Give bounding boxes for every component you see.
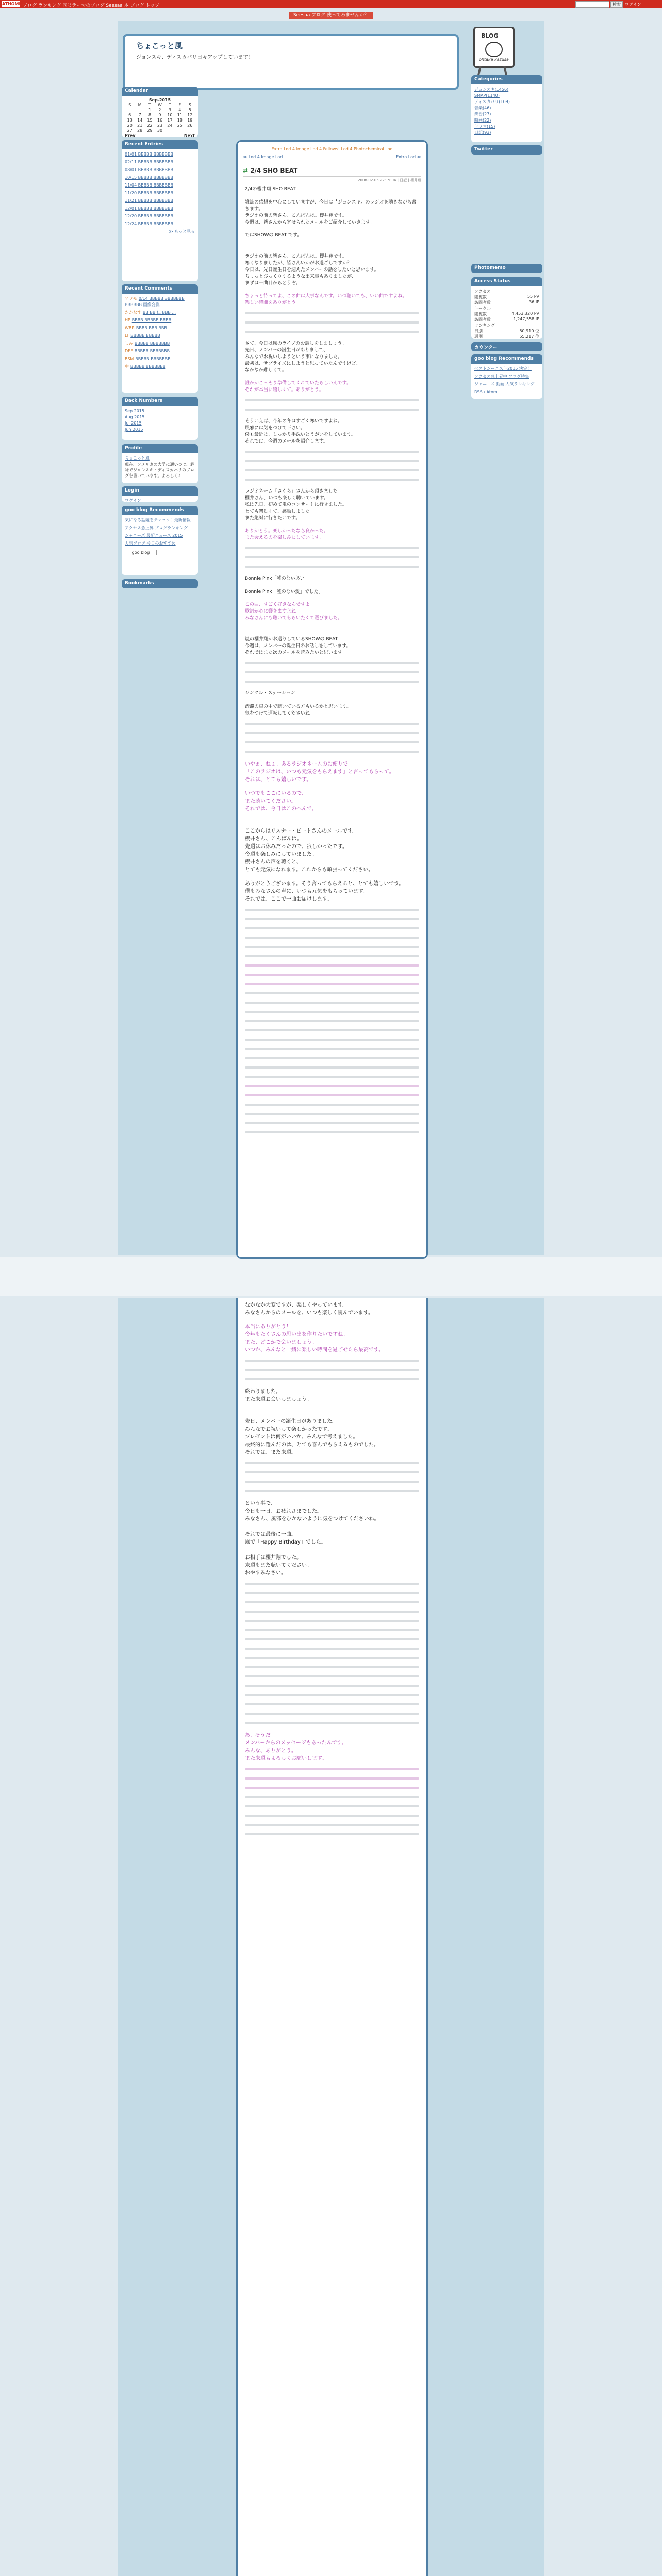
calendar-month: Sep.2015 — [148, 98, 171, 103]
photomemo-box — [471, 264, 542, 273]
back-numbers-heading: Back Numbers — [122, 397, 198, 406]
comment-author: BSM — [125, 357, 134, 361]
goo-recommend-right-link[interactable]: ジャニーズ 動画 人気ランキング — [474, 382, 535, 386]
back-number-link[interactable]: Aug 2015 — [125, 415, 145, 419]
article-paragraph: Bonnie Pink「嘘のないあい」 Bonnie Pink「嘘のない愛」でした。 — [245, 576, 323, 595]
recent-entry-link[interactable]: 12/01 BBBBB BBBBBBB — [125, 206, 173, 211]
goo-recommend-right-link[interactable]: ベストジーニスト2015 決定！ — [474, 366, 532, 371]
category-link[interactable]: ディスカバリ(109) — [474, 99, 510, 104]
article-paragraph: 2/4の櫻井翔 SHO BEAT 雑誌の感想を中心にしていますが、今日は〝ジョンスキ〟のラジオを聴きながら書きます。 ラジオの前の皆さん、こんばんは。櫻井翔です。 今週は、皆さんから寄せられたメールをご紹介していきます。 — [245, 187, 417, 225]
sign-title: BLOG — [481, 32, 499, 39]
recent-comment — [125, 348, 195, 354]
recent-comment — [125, 317, 195, 324]
article-title: ⇄ 2/4 SHO BEAT — [243, 167, 421, 177]
access-stat-label: 訪問者数 — [474, 300, 491, 305]
access-stat-label: トータル — [474, 306, 491, 311]
goo-recommend-link[interactable]: 人気ブログ 今日のおすすめ — [125, 541, 176, 546]
calendar-box — [122, 87, 198, 137]
article-paragraph: ではSHOWの BEAT です。 — [245, 233, 302, 238]
recent-comment — [125, 341, 195, 347]
access-stat-label: 閲覧数 — [474, 312, 487, 316]
article-paragraph-large: 先日、メンバーの誕生日がありました。 みんなでお祝いして楽しかったです。 プレゼントは何がいいか、みんなで考えました。 最終的に選んだのは、とても喜んでもらえるものでした。 それでは、また来週。 — [245, 1419, 379, 1455]
counter-heading: カウンター — [471, 342, 542, 351]
article-top-nav[interactable]: Extra Lod 4 Image Lod 4 Fellows! Lod 4 Photochemical Lod — [271, 147, 393, 151]
twitter-heading: Twitter — [471, 145, 542, 155]
access-stat-label: 閲覧数 — [474, 295, 487, 299]
access-stat-row — [474, 323, 539, 328]
goo-recommends-right-box — [471, 354, 542, 399]
comment-entry-link[interactable]: BB BB 仁 BBB ... — [142, 310, 176, 315]
comment-author: しみ — [125, 341, 133, 346]
article-paragraph-large: ここからはリスナー・ピートさんのメールです。 櫻井さん、こんばんは。 先週はお休みだったので、寂しかったです。 今週も楽しみにしていました。 櫻井さんの声を聴くと、 とても元気になれます。これからも頑張ってください。 — [245, 828, 374, 873]
goo-recommends-box — [122, 506, 198, 575]
article-paragraph-large: なかなか大変ですが、楽しくやっています。 みなさんからのメールを、いつも楽しく読んでいます。 — [245, 1302, 373, 1316]
comment-author: WBR — [125, 326, 135, 330]
access-status-heading: Access Status — [471, 277, 542, 286]
comment-entry-link[interactable]: BBBBB BBBBB — [130, 333, 160, 338]
category-link[interactable]: SMAP(1140) — [474, 93, 500, 98]
calendar-next-link[interactable]: Next — [184, 133, 195, 137]
rss-link[interactable]: RSS / Atom — [474, 389, 498, 394]
blog-title[interactable]: ちょこっと風 — [136, 41, 183, 50]
article-date: 2008-02-05 22:19:04 | 日記 | 櫻井翔 — [358, 178, 421, 182]
goo-recommend-link[interactable]: ジャニーズ 最新ニュース 2015 — [125, 533, 183, 538]
recent-entries-heading: Recent Entries — [122, 140, 198, 149]
back-number-link[interactable]: Sep 2015 — [125, 409, 144, 413]
access-stat-value: 50,910 位 — [519, 329, 539, 333]
article-highlight: この曲、すごく好きなんですよ。 歌詞が心に響きますよね。 みなさんにも聴いてもらいたくて選びました。 — [245, 602, 343, 621]
login-box — [122, 486, 198, 502]
comment-entry-link[interactable]: BBBBB BBBBBBB — [134, 349, 170, 353]
profile-heading: Profile — [122, 444, 198, 453]
recent-entry-link[interactable]: 11/21 BBBBB BBBBBBB — [125, 198, 173, 203]
access-status-box — [471, 277, 542, 339]
page-gap — [0, 1257, 662, 1296]
calendar-prev-link[interactable]: Prev — [125, 133, 136, 137]
promo-link[interactable]: Seesaa ブログ 使ってみませんか？ — [289, 12, 373, 19]
recent-entry-link[interactable]: 01/01 BBBBB BBBBBBB — [125, 152, 173, 157]
access-stat-row — [474, 289, 539, 294]
categories-box — [471, 75, 542, 142]
category-link[interactable]: ジョンスキ(1456) — [474, 87, 509, 92]
site-logo[interactable]: ATHOME — [2, 2, 22, 6]
goo-recommend-link[interactable]: アクセス急上昇 ブログランキング — [125, 526, 188, 530]
goo-recommend-right-link[interactable]: アクセス急上昇中 ブログ特集 — [474, 374, 529, 379]
article-paragraph-large: という事で、 今日も一日、お疲れさまでした。 みなさん、風邪をひかないように気をつけてくださいね。 それでは最後に一曲。 嵐で「Happy Birthday」でした。 お相手は櫻井翔でした。 来週もまた聴いてください。 おやすみなさい。 — [245, 1501, 379, 1576]
recent-entry-link[interactable]: 02/11 BBBBB BBBBBBB — [125, 160, 173, 164]
promo-banner — [0, 11, 662, 19]
login-link[interactable]: ログイン — [625, 2, 641, 7]
comment-entry-link[interactable]: BBBBB BBBBBBB — [135, 357, 171, 361]
article-paragraph: 嵐の櫻井翔がお送りしているSHOWの BEAT. 今週は、メンバーの誕生日のお話しをしています。 それではまた次のメールを読みたいと思います。 — [245, 637, 351, 655]
back-numbers-box — [122, 397, 198, 440]
access-stat-value: 36 IP — [529, 300, 539, 304]
calendar-heading: Calendar — [122, 87, 198, 96]
recent-entry-link[interactable]: 11/20 BBBBB BBBBBBB — [125, 191, 173, 195]
profile-box — [122, 444, 198, 483]
recent-comment — [125, 333, 195, 339]
recent-entries-box — [122, 140, 198, 281]
access-stat-label: ランキング — [474, 323, 495, 328]
search-input[interactable] — [575, 1, 609, 8]
login-link-side[interactable]: ログイン — [125, 498, 141, 502]
recent-entries-list — [122, 149, 198, 236]
blog-subtitle: ジョンスキ、ディスカバリ日々アップしています！ — [136, 55, 254, 60]
blog-header — [123, 34, 459, 90]
access-stat-row — [474, 311, 539, 317]
article-highlight: ありがとう。楽しかったなら良かった。 また会えるのを楽しみにしています。 — [245, 529, 329, 540]
recent-comment — [125, 356, 195, 362]
sign-board — [473, 27, 515, 68]
article-highlight-large: いつでもここにいるので、 また聴いてください。 それでは、今日はこのへんで。 — [245, 791, 317, 812]
top-toolbar — [0, 0, 662, 8]
recent-entry-link[interactable]: 12/20 BBBBB BBBBBBB — [125, 214, 173, 218]
access-stat-value: 1,247,558 IP — [513, 317, 539, 321]
article-highlight: 誰かがこっそり準備してくれていたらしいんです。 それが本当に嬉しくて。ありがとう。 — [245, 381, 352, 393]
recent-entry-link[interactable]: 12/24 BBBBB BBBBBBB — [125, 222, 173, 226]
category-link[interactable]: 音楽(46) — [474, 106, 491, 110]
goo-recommend-link[interactable]: 気になる話題をチェック！最新情報 — [125, 518, 191, 522]
categories-heading: Categories — [471, 75, 542, 84]
recent-comment — [125, 296, 195, 308]
comment-entry-link[interactable]: BBBB BBBBB BBBB — [131, 318, 172, 323]
access-stat-label: 訪問者数 — [474, 317, 491, 322]
recent-comment — [125, 364, 195, 370]
recent-comments-heading: Recent Comments — [122, 284, 198, 294]
login-heading: Login — [122, 486, 198, 496]
categories-list — [471, 84, 542, 138]
face-icon — [485, 42, 503, 57]
article-paragraph: ジングル・ステーション 渋滞の車の中で聴いている方もいるかと思います。 気をつけて運転してくださいね。 — [245, 691, 352, 716]
back-number-link[interactable]: Jun 2015 — [125, 427, 143, 432]
goo-recommends-heading: goo blog Recommends — [122, 506, 198, 515]
article-card-continued — [236, 1298, 428, 2576]
back-number-link[interactable]: Jul 2015 — [125, 421, 142, 426]
article-highlight-large: いやぁ、ねぇ。あるラジオネームのお便りで 「このラジオは、いつも元気をもらえます」と言ってもらって。 それは、とても嬉しいです。 — [245, 761, 394, 783]
article-paragraph: そういえば、今年の冬はすごく寒いですよね。 風邪には気をつけて下さい。 僕も最近は、しっかり手洗いとうがいをしています。 それでは、今週のメールを紹介します。 — [245, 419, 356, 444]
recent-comment — [125, 310, 195, 316]
recent-comments-box — [122, 284, 198, 393]
search-button[interactable]: 検索 — [610, 1, 623, 8]
article-paragraph: ラジオネーム「さくら」さんから頂きました。 櫻井さん、いつも楽しく聴いています。 私は先日、初めて嵐のコンサートに行きました。 とても楽しくて、感動しました。 また絶対に行きたいです。 — [245, 489, 347, 521]
category-link[interactable]: ドラマ(15) — [474, 124, 495, 129]
article-highlight-large: 本当にありがとう！ 今年もたくさんの思い出を作りたいですね。 また、どこかで会いましょう。 いつか、みんなと一緒に楽しい時間を過ごせたら最高です。 — [245, 1324, 384, 1353]
profile-name[interactable]: ちょこっと風 — [125, 456, 150, 461]
article-paragraph-large: ありがとうございます。そう言ってもらえると、とても嬉しいです。 僕もみなさんの声に、いつも元気をもらっています。 それでは、ここで一曲お届けします。 — [245, 881, 404, 902]
comment-author: アラモ — [125, 296, 137, 301]
access-stat-row — [474, 328, 539, 334]
photomemo-heading: Photomemo — [471, 264, 542, 273]
goo-recommends-list — [122, 515, 198, 557]
goo-recommends-right-heading: goo blog Recommends — [471, 354, 542, 364]
access-stat-label: 週別 — [474, 334, 483, 339]
access-stat-row — [474, 300, 539, 306]
comment-author: LT — [125, 333, 129, 338]
goo-recommends-right-list — [471, 364, 542, 397]
more-entries-link[interactable]: ≫ もっと見る — [169, 229, 195, 234]
sign-tagline: ohtaka kazusa — [479, 57, 509, 62]
article-paragraph: さて、今日は嵐のライブのお話しをしましょう。 先日、メンバーの誕生日がありまして、 みんなでお祝いしようという事になりました。 最初は、サプライズにしようと思っていたんですけど、 なかなか難しくて。 — [245, 341, 361, 373]
article-paragraph-large: 終わりました。 また来週お会いしましょう。 — [245, 1389, 312, 1402]
article-highlight-large: あ、そうだ。 メンバーからのメッセージもあったんです。 みんな、ありがとう。 また来週もよろしくお願いします。 — [245, 1733, 347, 1761]
bookmarks-heading: Bookmarks — [122, 579, 198, 588]
recent-comments-list — [122, 294, 198, 374]
comment-author: たかなす — [125, 310, 141, 315]
access-stat-row — [474, 294, 539, 300]
goo-blog-badge[interactable]: goo blog — [125, 550, 157, 555]
article-card — [236, 140, 428, 1259]
bookmarks-box — [122, 579, 198, 588]
twitter-box — [471, 145, 542, 155]
recent-entry-link[interactable]: 10/15 BBBBB BBBBBBB — [125, 175, 173, 180]
recent-entry-link[interactable]: 08/01 BBBBB BBBBBBB — [125, 167, 173, 172]
comment-entry-link[interactable]: 0/14 BBBBB BBBBBBB BBBBBB 画像変換 — [125, 296, 185, 307]
calendar-grid: S M T W T F S 1 2 3 4 5 6 7 8 9 10 11 12 13 14 15 16 17 18 19 20 21 22 23 24 25 26 27 28 29 30 — [127, 103, 193, 133]
recent-comment — [125, 325, 195, 331]
category-link[interactable]: 映画(22) — [474, 118, 491, 123]
category-link[interactable]: 舞台(27) — [474, 112, 491, 116]
recent-entry-link[interactable]: 11/04 BBBBB BBBBBBB — [125, 183, 173, 188]
category-link[interactable]: 日記(93) — [474, 130, 491, 135]
comment-author: HP — [125, 318, 130, 323]
access-status-list — [471, 286, 542, 339]
prev-article-link[interactable]: ≪ Lod 4 Image Lod — [243, 155, 283, 159]
comment-author: DEF — [125, 349, 133, 353]
access-stat-label: アクセス — [474, 289, 491, 294]
access-stat-row — [474, 317, 539, 323]
comment-entry-link[interactable]: BBBBB BBBBBBB — [134, 341, 170, 346]
access-stat-label: 日別 — [474, 329, 483, 333]
back-numbers-list — [122, 406, 198, 435]
access-stat-value: 55,217 位 — [519, 334, 539, 339]
comment-author: 中 — [125, 364, 129, 369]
access-stat-row — [474, 306, 539, 311]
article-highlight: ちょっと待ってよ、この曲は大事なんです。いつ聴いても、いい曲ですよね。 楽しい時間をありがとう。 — [245, 294, 407, 306]
comment-entry-link[interactable]: BBBBB BBBBBBB — [130, 364, 166, 369]
access-stat-row — [474, 334, 539, 339]
profile-text: 現在、アメリカの大学に通いつつ、趣味でジョンスキ・ディスカバリのブログを書いています。よろしく♪ — [125, 462, 195, 478]
comment-entry-link[interactable]: BBBB BBB BBB — [136, 326, 167, 330]
arrows-icon: ⇄ — [243, 167, 249, 174]
article-paragraph: ラジオの前の皆さん、こんばんは。櫻井翔です。 寒くなりましたが、皆さんいかがお過ごしですか？ 今日は、先日誕生日を迎えたメンバーの話をしたいと思います。 ちょっとびっくりするような出来事もありましたが、 まずは一曲目からどうぞ。 — [245, 254, 379, 286]
counter-box — [471, 342, 542, 351]
access-stat-value: 4,453,320 PV — [511, 311, 539, 316]
toolbar-links[interactable]: ブログ ランキング 同じテーマのブログ Seesaa 本 ブログ トップ — [23, 3, 160, 8]
next-article-link[interactable]: Extra Lod ≫ — [396, 155, 421, 159]
access-stat-value: 55 PV — [527, 294, 539, 299]
